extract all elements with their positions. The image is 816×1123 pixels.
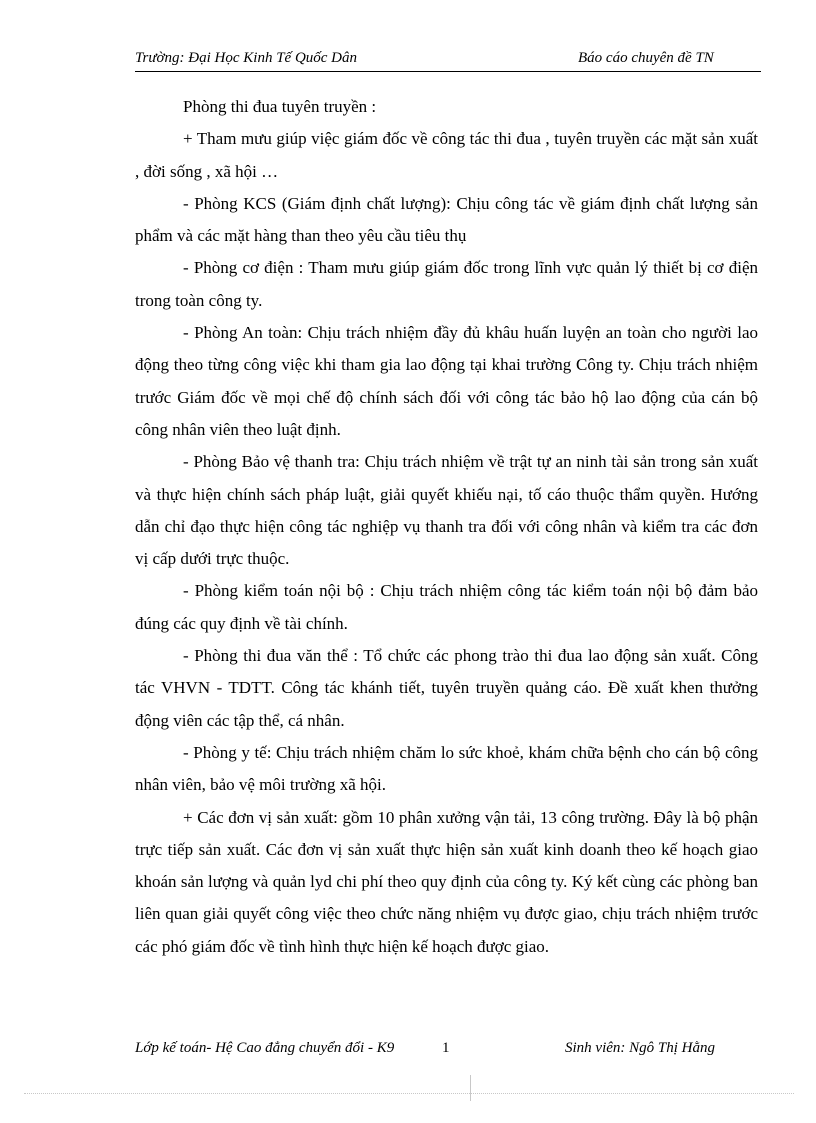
paragraph-9: - Phòng y tế: Chịu trách nhiệm chăm lo sức khoẻ, khám chữa bệnh cho cán bộ công nhân viên, bảo vệ môi trường xã hội. (135, 742, 758, 795)
page-boundary-line (24, 1093, 794, 1094)
page-number: 1 (442, 1040, 450, 1056)
paragraph-8: - Phòng thi đua văn thể : Tổ chức các phong trào thi đua lao động sản xuất. Công tác VHVN - TDTT. Công tác khánh tiết, tuyên truyền quảng cáo. Đề xuất khen thưởng động viên các tập thể, cá nhân. (135, 646, 758, 730)
paragraph-4: - Phòng cơ điện : Tham mưu giúp giám đốc trong lĩnh vực quản lý thiết bị cơ điện trong toàn công ty. (135, 258, 758, 310)
footer-class: Lớp kế toán- Hệ Cao đẳng chuyển đổi - K9 (135, 1040, 395, 1056)
paragraph-6: - Phòng Bảo vệ thanh tra: Chịu trách nhiệm về trật tự an ninh tài sản trong sản xuất và thực hiện chính sách pháp luật, giải quyết khiếu nại, tố cáo thuộc thẩm quyền. Hướng dẫn chỉ đạo thực hiện công tác nghiệp vụ thanh tra đối với công nhân và kiểm tra các đơn vị cấp dưới trực thuộc. (135, 452, 758, 569)
paragraph-10: + Các đơn vị sản xuất: gồm 10 phân xưởng vận tải, 13 công trường. Đây là bộ phận trực tiếp sản xuất. Các đơn vị sản xuất thực hiện sản xuất kinh doanh theo kế hoạch giao khoán sản lượng và quản lyd chi phí theo quy định của công ty. Ký kết cùng các phòng ban liên quan giải quyết công việc theo chức năng nhiệm vụ được giao, chịu trách nhiệm trước các phó giám đốc về tình hình thực hiện kế hoạch được giao. (135, 807, 758, 956)
footer-student: Sinh viên: Ngô Thị Hằng (565, 1040, 715, 1056)
header-report-title: Báo cáo chuyên đề TN (578, 50, 714, 66)
paragraph-5: - Phòng An toàn: Chịu trách nhiệm đầy đủ khâu huấn luyện an toàn cho người lao động theo từng công việc khi tham gia lao động tại khai trường Công ty. Chịu trách nhiệm trước Giám đốc về mọi chế độ chính sách đối với công tác bảo hộ lao động của cán bộ công nhân viên theo luật định. (135, 323, 758, 439)
paragraph-1: Phòng thi đua tuyên truyền : (183, 97, 377, 116)
paragraph-2: + Tham mưu giúp việc giám đốc về công tác thi đua , tuyên truyền các mặt sản xuất , đời sống , xã hội … (135, 129, 758, 181)
page-boundary-tick (470, 1075, 471, 1101)
paragraph-3: - Phòng KCS (Giám định chất lượng): Chịu công tác về giám định chất lượng sản phẩm và các mặt hàng than theo yêu cầu tiêu thụ (135, 193, 758, 246)
header-divider (135, 71, 761, 72)
document-body (135, 91, 758, 963)
paragraph-7: - Phòng kiểm toán nội bộ : Chịu trách nhiệm công tác kiểm toán nội bộ đảm bảo đúng các quy định về tài chính. (135, 581, 758, 633)
header-school: Trường: Đại Học Kinh Tế Quốc Dân (135, 50, 358, 66)
page-header (135, 46, 761, 70)
